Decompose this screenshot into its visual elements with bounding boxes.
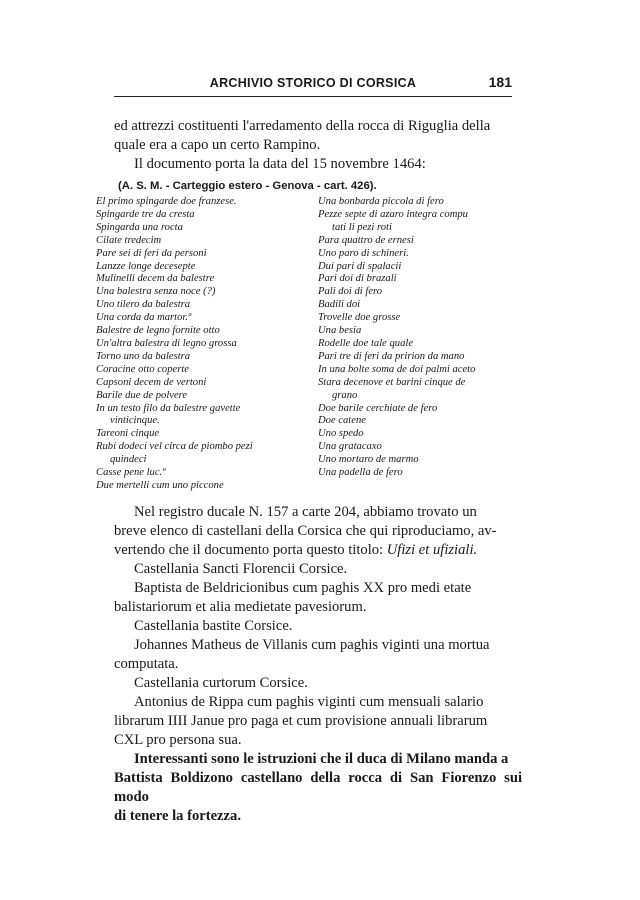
text-line: computata. xyxy=(114,656,179,672)
text-line: di tenere la fortezza. xyxy=(114,808,241,824)
main-text xyxy=(114,503,522,826)
inventory-item: Una bonbarda piccola di fero xyxy=(318,196,444,207)
inventory-item: Capsoni decem de vertoni xyxy=(96,376,207,388)
inventory-item: Una gratacaxo xyxy=(318,441,382,453)
inventory-item: Cilate tredecim xyxy=(96,234,162,246)
inventory-item: Due mertelli cum uno piccone xyxy=(96,479,224,491)
text-line: quale era a capo un certo Rampino. xyxy=(114,137,321,153)
inventory-item: Pari doi di brazali xyxy=(318,273,397,285)
inventory-item: Uno paro di schineri. xyxy=(318,247,409,259)
text-line xyxy=(114,541,522,560)
inventory-item: Doe barile cerchiate de fero xyxy=(318,402,438,414)
inventory-item: Torno uno da balestra xyxy=(96,350,191,362)
text-fragment: vertendo che il documento porta questo titolo: xyxy=(114,542,387,558)
inventory-item: Uno spedo xyxy=(318,428,364,440)
page-number: 181 xyxy=(488,74,512,90)
inventory-item: Rubi dodeci vel circa de piombo pezi xyxy=(96,441,253,453)
source-reference: (A. S. M. - Carteggio estero - Genova - cart. 426). xyxy=(118,180,377,192)
castellania-heading: Castellania Sancti Florencii Corsice. xyxy=(134,561,348,577)
inventory-item: In una bolte soma de doi palmi aceto xyxy=(318,363,476,375)
inventory-right-column xyxy=(318,196,532,480)
inventory-item: Una besia xyxy=(318,325,362,337)
inventory-item-continuation: grano xyxy=(332,389,358,401)
inventory-item: Un'altra balestra di legno grossa xyxy=(96,337,237,349)
text-line: Il documento porta la data del 15 novembre 1464: xyxy=(134,156,426,172)
text-line: Interessanti sono le istruzioni che il duca di Milano manda a xyxy=(134,751,509,767)
text-line: Nel registro ducale N. 157 a carte 204, abbiamo trovato un xyxy=(134,504,477,520)
inventory-item: Uno tilero da balestra xyxy=(96,299,191,311)
inventory-item: Pezze septe di azaro integra compu xyxy=(318,208,468,220)
inventory-item: Mulinelli decem da balestre xyxy=(96,273,215,285)
inventory-item: Para quattro de ernesi xyxy=(318,234,414,246)
inventory-item: Tareoni cinque xyxy=(96,428,160,440)
inventory-item: Una padella de fero xyxy=(318,467,403,479)
inventory-item: Pare sei di feri da personi xyxy=(96,247,207,259)
inventory-item: Pari tre di feri da pririon da mano xyxy=(318,350,465,362)
text-line: Battista Boldizono castellano della rocca di San Fiorenzo sui modo xyxy=(114,770,522,805)
text-line: Johannes Matheus de Villanis cum paghis viginti una mortua xyxy=(134,637,490,653)
inventory-item: Uno mortaro de marmo xyxy=(318,454,419,466)
text-line: CXL pro persona sua. xyxy=(114,732,242,748)
castellania-heading: Castellania bastite Corsice. xyxy=(134,618,293,634)
inventory-item: Balestre de legno fornite otto xyxy=(96,325,220,337)
text-line: breve elenco di castellani della Corsica che qui riproduciamo, av- xyxy=(114,523,497,539)
inventory-item: In un testo filo da balestre gavette xyxy=(96,402,241,414)
inventory-item: Lanzze longe decesepte xyxy=(96,260,196,272)
inventory-item-continuation: quindeci xyxy=(110,454,147,466)
text-line: ed attrezzi costituenti l'arredamento della rocca di Riguglia della xyxy=(114,118,491,134)
document-title: Ufizi et ufiziali. xyxy=(386,542,478,558)
inventory-item-continuation: vinticinque. xyxy=(110,415,160,427)
inventory-item: Spingarde tre da cresta xyxy=(96,208,195,220)
intro-paragraph xyxy=(114,117,522,174)
page-header xyxy=(114,74,512,97)
castellania-heading: Castellania curtorum Corsice. xyxy=(134,675,308,691)
inventory-item: Stara decenove et barini cinque de xyxy=(318,376,466,388)
inventory-item: Coracine otto coperte xyxy=(96,363,189,375)
inventory-item: Doe catene xyxy=(318,415,366,427)
inventory-item: Spingarda una rocta xyxy=(96,221,183,233)
text-line: Baptista de Beldricionibus cum paghis XX pro medi etate xyxy=(134,580,472,596)
running-title: ARCHIVIO STORICO DI CORSICA xyxy=(209,76,417,90)
inventory-left-column xyxy=(96,196,312,493)
text-line: balistariorum et alia medietate pavesiorum. xyxy=(114,599,367,615)
inventory-item: Badili doi xyxy=(318,299,361,311)
inventory-item: El primo spingarde doe franzese. xyxy=(96,196,237,207)
inventory-item: Pali doi di fero xyxy=(318,286,383,298)
inventory-item-continuation: tati li pezi roti xyxy=(332,221,392,233)
text-line: Antonius de Rippa cum paghis viginti cum mensuali salario xyxy=(134,694,484,710)
inventory-item: Rodelle doe tale quale xyxy=(318,337,414,349)
inventory-item: Casse pene luc.º xyxy=(96,467,166,479)
inventory-item: Una corda da martor.º xyxy=(96,312,192,324)
text-line: librarum IIII Janue pro paga et cum provisione annuali librarum xyxy=(114,713,488,729)
inventory-item: Trovelle doe grosse xyxy=(318,312,401,324)
inventory-item: Barile due de polvere xyxy=(96,389,188,401)
inventory-item: Dui pari di spalacii xyxy=(318,260,402,272)
inventory-item: Una balestra senza noce (?) xyxy=(96,286,216,298)
